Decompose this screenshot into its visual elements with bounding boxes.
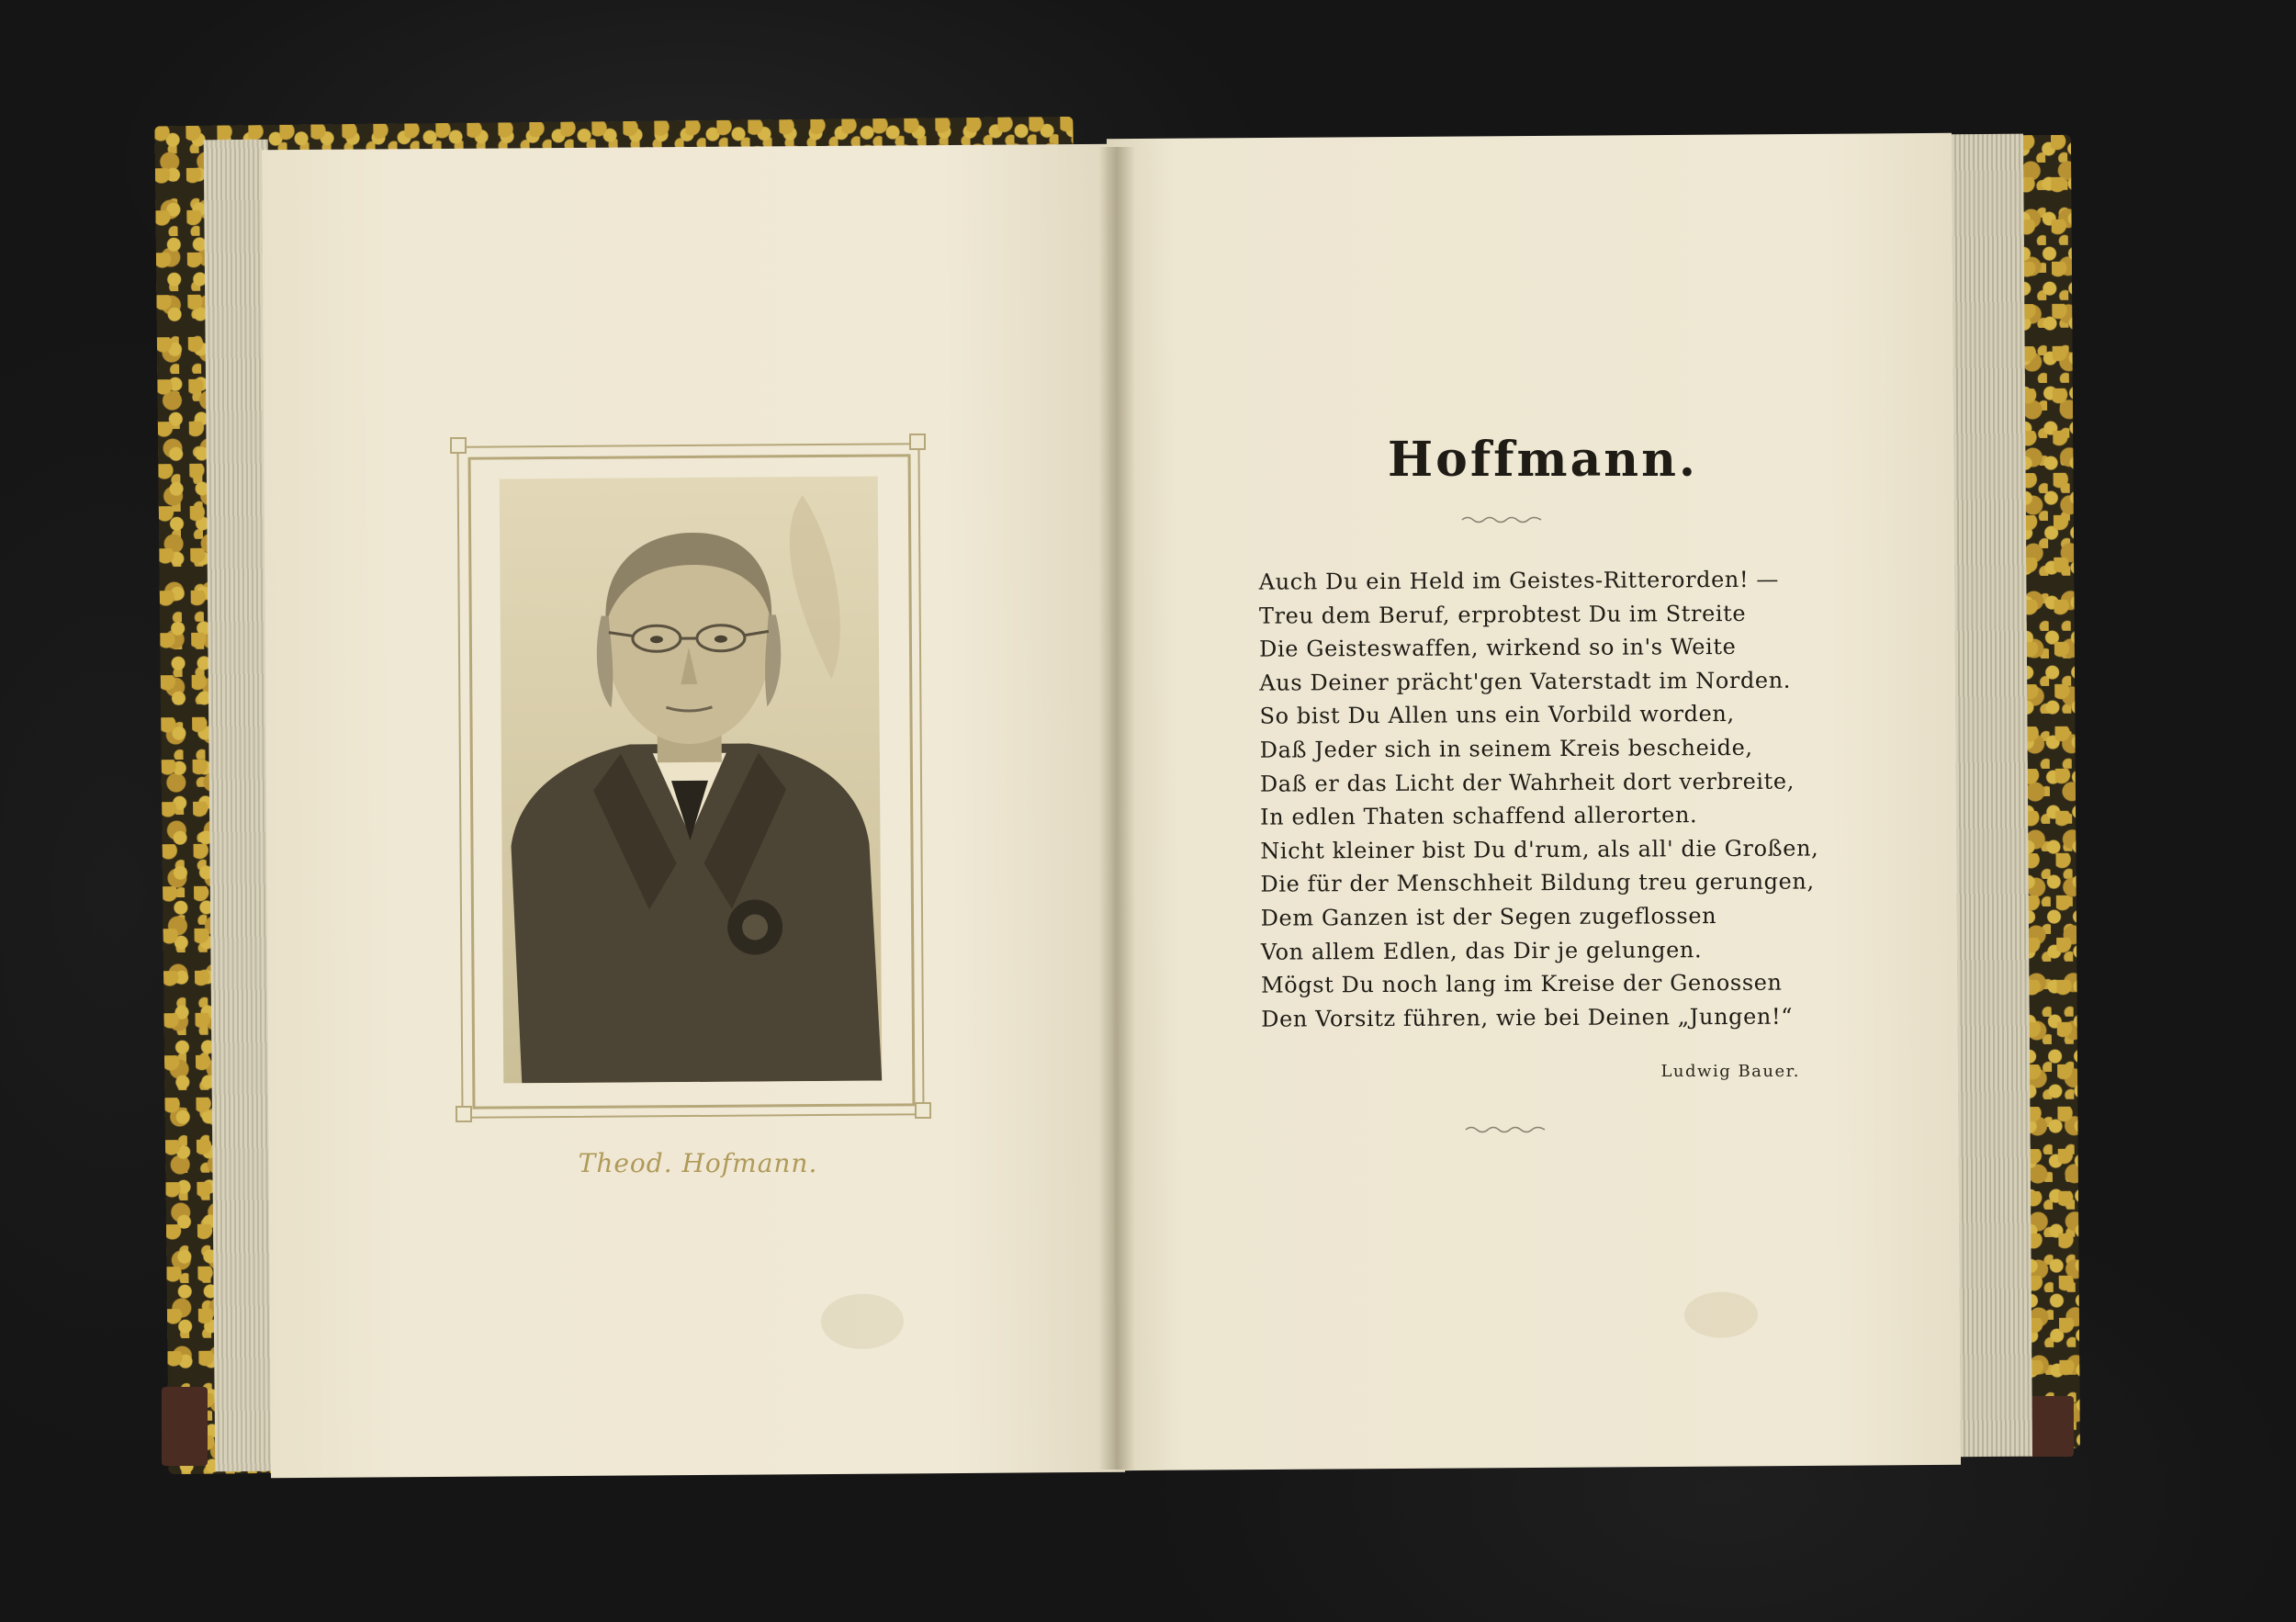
paper-stain — [1684, 1291, 1758, 1338]
poem-line: In edlen Thaten schaffend allerorten. — [1260, 802, 1698, 830]
ornament-divider-bottom — [1464, 1124, 1547, 1135]
photo-caption: Theod. Hofmann. — [578, 1148, 818, 1178]
frame-corner-ornament — [450, 437, 467, 454]
frame-corner-ornament — [909, 434, 926, 450]
poem-line: Die Geisteswaffen, wirkend so in's Weite — [1259, 634, 1737, 662]
ornament-divider-top — [1460, 514, 1543, 525]
poem-line: Auch Du ein Held im Geistes-Ritterorden! — — [1258, 566, 1780, 595]
frame-corner-ornament — [915, 1102, 931, 1119]
poem-line: Dem Ganzen ist der Segen zugeflossen — [1260, 903, 1717, 931]
portrait-photograph — [500, 477, 883, 1084]
poem-line: Aus Deiner prächt'gen Vaterstadt im Norden. — [1259, 667, 1792, 696]
poem-line: Nicht kleiner bist Du d'rum, als all' die Großen, — [1260, 835, 1819, 864]
cover-corner-left — [162, 1387, 208, 1466]
poem-line: So bist Du Allen uns ein Vorbild worden, — [1259, 701, 1735, 730]
poem-author: Ludwig Bauer. — [1660, 1062, 1800, 1081]
book-gutter — [1098, 147, 1135, 1470]
poem-line: Daß er das Licht der Wahrheit dort verbreite, — [1259, 768, 1795, 797]
frame-corner-ornament — [456, 1106, 472, 1122]
poem-line: Von allem Edlen, das Dir je gelungen. — [1260, 936, 1703, 965]
poem-line: Treu dem Beruf, erprobtest Du im Streite — [1258, 600, 1747, 629]
poem-line: Daß Jeder sich in seinem Kreis bescheide, — [1259, 734, 1753, 763]
poem-title: Hoffmann. — [1388, 432, 1698, 488]
poem-line: Die für der Menschheit Bildung treu gerungen, — [1260, 868, 1815, 898]
paper-stain — [821, 1293, 904, 1349]
poem-body — [1259, 562, 1850, 1036]
poem-line: Den Vorsitz führen, wie bei Deinen „Jungen!“ — [1261, 1003, 1794, 1032]
poem-line: Mögst Du noch lang im Kreise der Genossen — [1260, 969, 1783, 998]
